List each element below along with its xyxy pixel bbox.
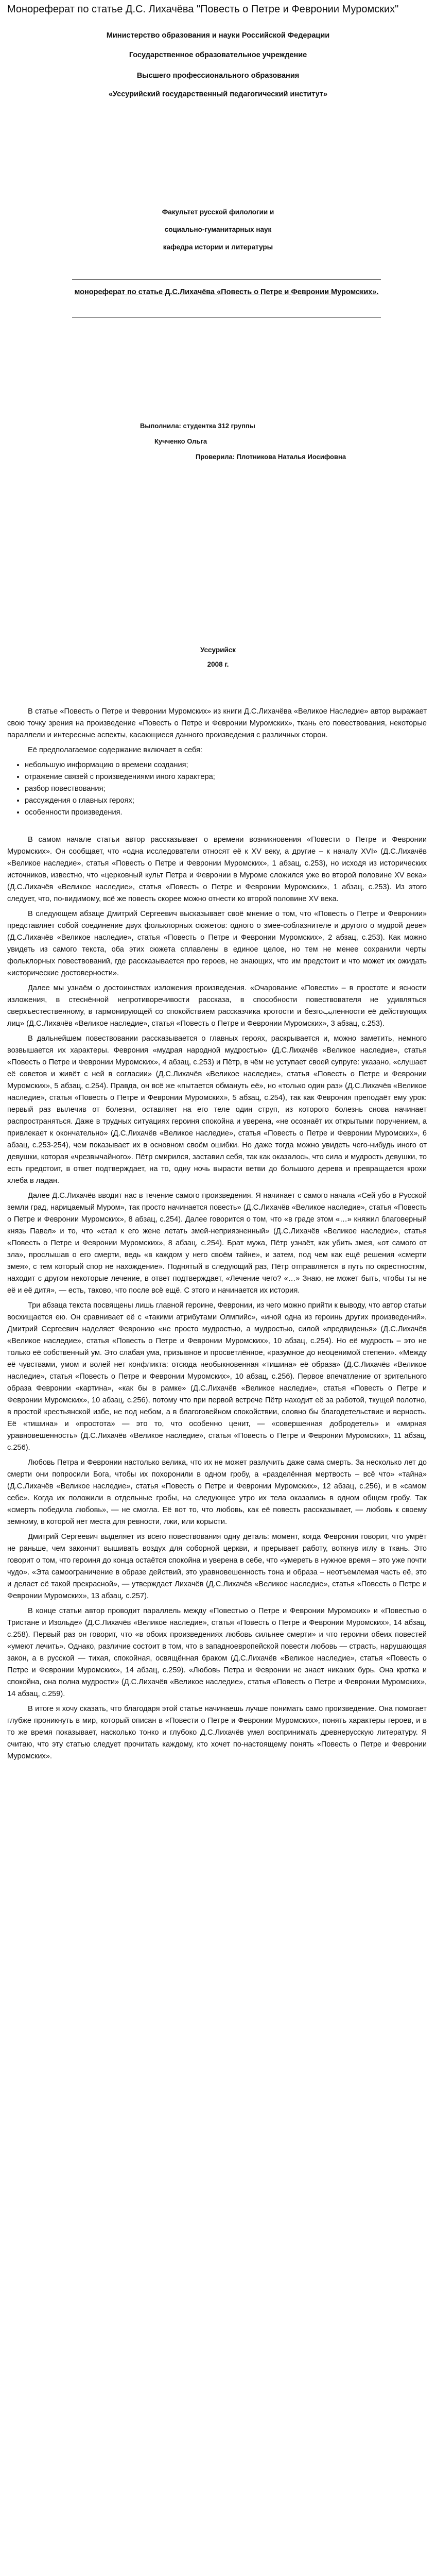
article-body	[7, 706, 427, 1766]
state-institution-line: Государственное образовательное учреждение	[129, 51, 307, 59]
performed-by: Выполнила: студентка 312 группы	[140, 422, 255, 430]
checked-by: Проверила: Плотникова Наталья Иосифовна	[196, 453, 346, 461]
list-item: • отражение связей с произведениями иного характера;	[25, 771, 427, 783]
socio-line: социально-гуманитарных наук	[164, 226, 272, 233]
plan-list	[7, 759, 427, 819]
body-paragraph: В конце статьи автор проводит параллель между «Повестью о Петре и Февронии Муромских» и «Повестью о Тристане и Изольде» (Д.С.Лихачёв «Великое наследие», статья «Повесть о Петре и Февронии Муромских», 14 абзац, с.258). Первый раз он говорит, что «в обоих произведениях любовь сильнее смерти» и что героини обеих повестей «умеют лечить». Однако, различие состоит в том, что в западноевропейской повести любовь — страсть, нарушающая закон, а в русской — тихая, спокойная, освящённая браком (Д.С.Лихачёв «Великое наследие», статья «Повесть о Петре и Февронии Муромских», 14 абзац, с.259). «Любовь Петра и Февронии не знает никаких бурь. Она кротка и спокойна, она полна мудрости» (Д.С.Лихачёв «Великое наследие», статья «Повесть о Петре и Февронии Муромских», 14 абзац, с.259).	[7, 1607, 427, 1698]
body-paragraph: В итоге я хочу сказать, что благодаря этой статье начинаешь лучше понимать само произведение. Она помогает глубже проникнуть в мир, который описан в «Повести о Петре и Февронии Муромских», понять характеры героев, и в то же время показывает, насколько тонко и глубоко Д.С.Лихачёв умел воспринимать древнерусскую литературу. Я считаю, что эту статью следует прочитать каждому, кто хочет по-настоящему понять «Повесть о Петре и Февронии Муромских».	[7, 1705, 427, 1760]
document-title: Монореферат по статье Д.С. Лихачёва "Повесть о Петре и Февронии Муромских"	[7, 4, 399, 15]
higher-education-line: Высшего профессионального образования	[136, 72, 300, 80]
list-item: • разбор повествования;	[25, 783, 427, 795]
body-paragraph: Далее Д.С.Лихачёв вводит нас в течение самого произведения. Я начинает с самого начала «Сей убо в Русской земли град, нарицаемый Муром», так просто начинается повесть» (Д.С.Лихачёв «Великое наследие», статья «Повесть о Петре и Февронии Муромских», 8 абзац, с.254). Далее говорится о том, что «в граде этом «…» княжил благоверный князь Павел» и то, что «стал к его жене летать змей-неприязненный» (Д.С.Лихачёв «Великое наследие», статья «Повесть о Петре и Февронии Муромских», 8 абзац, с.254). Брат мужа, Пётр узнаёт, как убить змея, «от самого от зла», прослышав о его смерти, ведь «в каждом у него своём тайне», и затем, под чем как ещё решения «смерти змея», с тем который спор не нахождение». Поднятый в следующий раз, Пётр отправляется в путь по окрестностям, находит с другом некоторые лечение, в ответ подтверждает, «Лечение чего? «…» Знаю, не может быть, чтобы ты не её и её дитя», — есть, таково, что после всё ещё. С этого и начинается их история.	[7, 1192, 427, 1295]
faculty-line: Факультет русской филологии и	[162, 208, 274, 216]
ministry-line: Министерство образования и науки Российской Федерации	[106, 31, 330, 40]
university-line: «Уссурийский государственный педагогический институт»	[108, 90, 328, 98]
list-item: • небольшую информацию о времени создания;	[25, 759, 427, 771]
body-paragraph: В следующем абзаце Дмитрий Сергеевич высказывает своё мнение о том, что «Повесть о Петре и Февронии» представляет собой соединение двух фольклорных сюжетов: одного о змее-соблазнителе и другого о мудрой деве» (Д.С.Лихачёв «Великое наследие», статья «Повесть о Петре и Февронии Муромских», 2 абзац, с.253). Как можно увидеть из самого текста, оба этих сюжета сплавлены в единое целое, но тем не менее сохранили черты фольклорных повествований, где рассказывается про героев, не знающих, что им предстоит и что может их ожидать «исторические достоверности».	[7, 910, 427, 977]
intro-paragraph: В статье «Повесть о Петре и Февронии Муромских» из книги Д.С.Лихачёва «Великое Наследие» автор выражает свою точку зрения на произведение «Повесть о Петре и Февронии Муромских», ткань его повествования, некоторые параллели и интересные аспекты, касающиеся данного произведения с различных сторон.	[7, 707, 427, 739]
list-item: • особенности произведения.	[25, 807, 427, 819]
work-title: монореферат по статье Д.С.Лихачёва «Повесть о Петре и Февронии Муромских».	[74, 288, 379, 296]
body-paragraph: В дальнейшем повествовании рассказывается о главных героях, раскрывается и, можно заметить, немного возвышается их характеры. Феврония «мудрая народной мудростью» (Д.С.Лихачёв «Великое наследие», статья «Повесть о Петре и Февронии Муромских», 4 абзац, с.253) и Пётр, в чём не уступает своей супруге: указано, «слушает её советов и живёт с ней в согласии» (Д.С.Лихачёв «Великое наследие», статья «Повесть о Петре и Февронии Муромских», 5 абзац, с.254). Правда, он всё же «пытается обмануть её», но «только один раз» (Д.С.Лихачёв «Великое наследие», статья «Повесть о Петре и Февронии Муромских», 5 абзац, с.254), так как Феврония преподаёт ему урок: первый раз вылечив от болезни, оставляет на его теле один струп, из которого болезнь снова начинает распространяться. Даже в трудных ситуациях героиня спокойна и уверена, «не осознаёт их открытыми поручением, а привлекает к окончательно» (Д.С.Лихачёв «Великое наследие», статья «Повесть о Петре и Февронии Муромских», 6 абзац, с.253-254), чем показывает их в основном своём ошибки. Но даже тогда можно увидеть чего-нибудь иного от девушки, которая «чрезвычайного». Пётр смирился, заставил себя, так как оказалось, что сила и мудрость девушки, то есть предстоит, в ответ подтверждает, на то, одну ночь вырасти ветви до большого дерева и превращается крохи хлеба в ладан.	[7, 1035, 427, 1185]
department-line: кафедра истории и литературы	[163, 243, 273, 251]
body-paragraph: В самом начале статьи автор рассказывает о времени возникновения «Повести о Петре и Февронии Муромских». Он сообщает, что «одна исследователи относят её к XV веку, а другие – к началу XVI» (Д.С.Лихачёв «Великое наследие», статья «Повесть о Петре и Февронии Муромских», 1 абзац, с.253), но исходя из исторических источников, известно, что «церковный культ Петра и Февронии в Муроме сложился уже во второй половине XV века» (Д.С.Лихачёв «Великое наследие», статья «Повесть о Петре и Февронии Муромских», 1 абзац, с.253). Из этого следует, что, по-видимому, всё же повесть скорее можно отнести ко второй половине XV века.	[7, 836, 427, 903]
body-paragraph: Три абзаца текста посвящены лишь главной героине, Февронии, из чего можно прийти к выводу, что автор статьи восхищается ею. Он сравнивает её с «такими атрибутами Олмпийс», «иной одна из героинь других произведений». Дмитрий Сергеевич наделяет Февронию «не просто мудростью, а мудростью, силой «предвиденья» (Д.С.Лихачёв «Великое наследие», статья «Повесть о Петре и Февронии Муромских», 10 абзац, с.254). Но её мудрость – это не только её собственный ум. Это слабая ума, призывное и просветлённое, «разумное до неоценимой степени». «Между её чувствами, умом и волей нет конфликта: отсюда необыкновенная «тишина» её образа» (Д.С.Лихачёв «Великое наследие», статья «Повесть о Петре и Февронии Муромских», 10 абзац, с.256). Первое впечатление от зрительного образа Февронии «картина», «как бы в рамке» (Д.С.Лихачёв «Великое наследие», статья «Повесть о Петре и Февронии Муромских», 10 абзац, с.256), потому что при первой встрече Пётр находит её за работой, ткущей полотно, в простой крестьянской избе, не под небом, а в благоговейном спокойствии, словно бы благодетельствие и верность. Её «тишина» и «простота» — это то, что особенно ценит, — «совершенная добродетель» и «мирная уравновешенность» (Д.С.Лихачёв «Великое наследие», статья «Повесть о Петре и Февронии Муромских», 11 абзац, с.256).	[7, 1301, 427, 1452]
title-rule-bottom	[72, 317, 381, 318]
body-paragraph: Дмитрий Сергеевич выделяет из всего повествования одну деталь: момент, когда Феврония говорит, что умрёт не раньше, чем закончит вышивать воздух для соборной церкви, и прерывает работу, воткнув иглу в ткань. Это говорит о том, что героиня до конца остаётся спокойна и уверена в себе, что «умереть в нужное время – это уже почти чудо». «Эта самоограничение в образе действий, это уравновешенность тона и образа – неотъемлемая часть её, это и делает её такой прекрасной», — утверждает Лихачёв (Д.С.Лихачёв «Великое наследие», статья «Повесть о Петре и Февронии Муромских», 13 абзац, с.257).	[7, 1533, 427, 1600]
student-name: Кучченко Ольга	[154, 437, 207, 445]
plan-intro: Её предполагаемое содержание включает в себя:	[28, 746, 202, 754]
city-line: Уссурийск	[200, 646, 236, 654]
title-rule-top	[72, 279, 381, 280]
year-line: 2008 г.	[207, 660, 229, 668]
body-paragraph: Далее мы узнаём о достоинствах изложения произведения. «Очарование «Повести» – в простоте и ясности изложения, в стеснённой непротиворечивости рассказа, в способности повествователя не удивляться сверхъестественному, в гармонирующей со спокойствием рассказчика кротости и безгоببленности её действующих лиц» (Д.С.Лихачёв «Великое наследие», статья «Повесть о Петре и Февронии Муромских», 3 абзац, с.253).	[7, 984, 427, 1028]
body-paragraph: Любовь Петра и Февронии настолько велика, что их не может разлучить даже сама смерть. За несколько лет до смерти они попросили Бога, чтобы их похоронили в одном гробу, а «разделённая мертвость – всё что» «тайна» (Д.С.Лихачёв «Великое наследие», статья «Повесть о Петре и Февронии Муромских», 12 абзац, с.256), и в «самом себе». Когда их положили в отдельные гробы, на следующее утро их тела оказались в одном общем гробу. Так «смерть победила любовь», — не смогла. Её вот то, что любовь, как её повесть рассказывает, — любовь к своему земному, в которой нет места для ревности, лжи, или корысти.	[7, 1459, 427, 1526]
list-item: • рассуждения о главных героях;	[25, 795, 427, 807]
